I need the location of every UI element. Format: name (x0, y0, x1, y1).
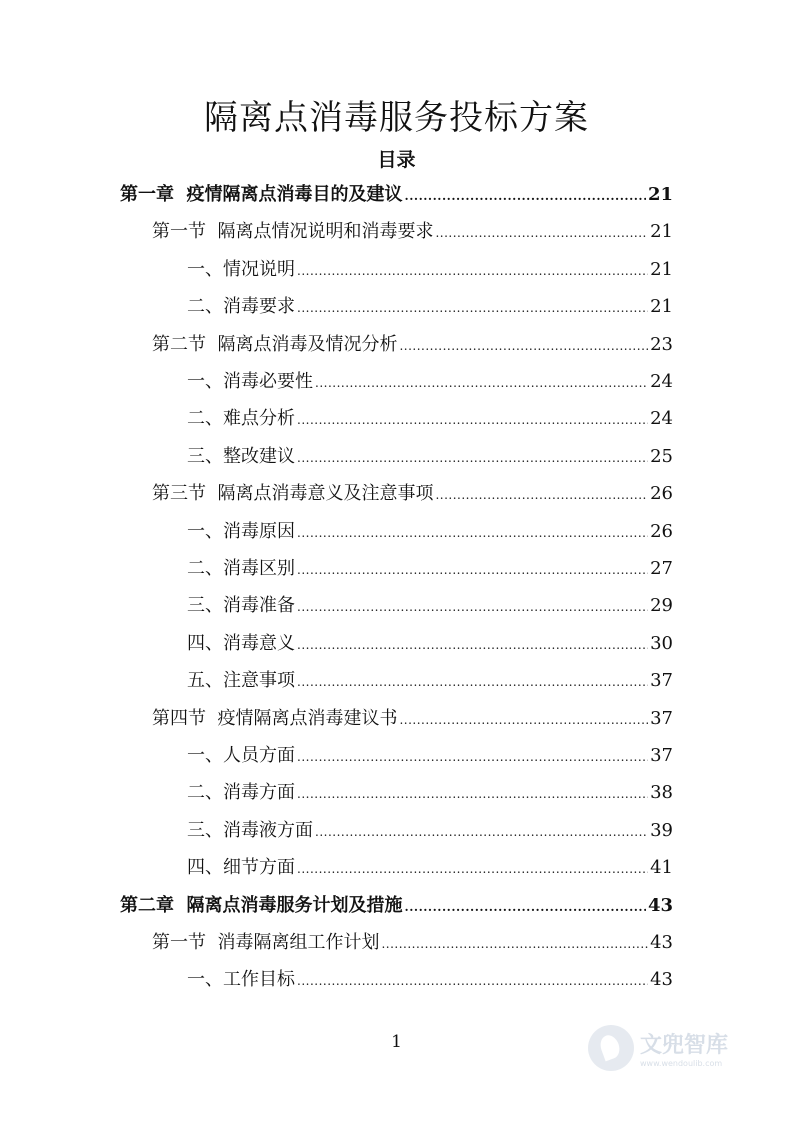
toc-leader-dots (297, 974, 648, 988)
watermark-logo-icon (588, 1025, 634, 1071)
toc-leader-dots (297, 301, 648, 315)
toc-entry-title: 一、工作目标 (187, 969, 295, 991)
toc-entry[interactable] (120, 891, 673, 921)
document-title: 隔离点消毒服务投标方案 (204, 98, 589, 138)
toc-entry-title: 第二节 隔离点消毒及情况分析 (152, 333, 398, 355)
toc-leader-dots (297, 862, 648, 876)
toc-entry[interactable] (187, 666, 673, 696)
toc-entry-page: 38 (650, 782, 673, 804)
toc-entry[interactable] (152, 704, 673, 734)
toc-entry[interactable] (187, 965, 673, 995)
toc-entry-page: 23 (650, 333, 673, 355)
watermark (588, 1018, 758, 1078)
toc-leader-dots (297, 787, 648, 801)
toc-entry[interactable] (152, 479, 673, 509)
watermark-url: www.wendoulib.com (640, 1059, 723, 1068)
toc-leader-dots (297, 750, 648, 764)
toc-entry-title: 二、消毒方面 (187, 782, 295, 804)
toc-entry-title: 二、消毒要求 (187, 296, 295, 318)
toc-entry-title: 四、细节方面 (187, 857, 295, 879)
toc-entry-title: 四、消毒意义 (187, 632, 295, 654)
toc-entry-page: 43 (650, 932, 673, 953)
toc-entry-title: 三、消毒液方面 (187, 819, 313, 841)
toc-entry-title: 第四节 疫情隔离点消毒建议书 (152, 707, 398, 729)
toc-entry[interactable] (152, 330, 673, 360)
toc-leader-dots (435, 488, 648, 502)
toc-entry-page: 21 (650, 258, 673, 280)
toc-entry-title: 一、消毒必要性 (187, 371, 313, 392)
toc-leader-dots (297, 451, 648, 465)
toc-entry[interactable] (187, 442, 673, 472)
toc-entry-page: 26 (650, 520, 673, 542)
toc-entry-page: 21 (647, 184, 673, 205)
toc-leader-dots (381, 937, 648, 951)
toc-leader-dots (297, 675, 648, 689)
toc-entry-title: 第一节 消毒隔离组工作计划 (152, 932, 380, 953)
toc-entry[interactable] (187, 853, 673, 883)
toc-entry-title: 三、整改建议 (187, 445, 295, 467)
toc-entry[interactable] (187, 292, 673, 322)
toc-leader-dots (399, 713, 648, 727)
toc-leader-dots (297, 638, 648, 652)
toc-entry[interactable] (187, 778, 673, 808)
toc-entry-page: 37 (650, 745, 673, 766)
toc-entry-title: 第一节 隔离点情况说明和消毒要求 (152, 221, 434, 243)
toc-entry[interactable] (187, 255, 673, 285)
toc-entry-page: 43 (650, 969, 673, 991)
toc-entry-page: 21 (650, 296, 673, 318)
toc-entry[interactable] (187, 741, 673, 771)
toc-leader-dots (435, 226, 648, 240)
toc-entry[interactable] (152, 217, 673, 247)
watermark-name: 文兜智库 (640, 1033, 729, 1058)
toc-entry-page: 25 (650, 445, 673, 467)
toc-leader-dots (405, 189, 646, 203)
toc-entry-page: 26 (650, 483, 673, 505)
toc-leader-dots (297, 413, 648, 427)
toc-leader-dots (297, 264, 648, 278)
toc-entry-page: 37 (650, 670, 673, 692)
toc-entry-page: 24 (650, 408, 673, 430)
toc-entry-title: 二、难点分析 (187, 408, 295, 430)
toc-leader-dots (399, 339, 648, 353)
toc-leader-dots (405, 900, 646, 914)
toc-entry-page: 24 (650, 371, 673, 392)
toc-entry-title: 五、注意事项 (187, 670, 295, 692)
toc-entry[interactable] (152, 928, 673, 958)
toc-entry-title: 一、人员方面 (187, 745, 295, 766)
toc-entry[interactable] (187, 591, 673, 621)
toc-entry[interactable] (187, 629, 673, 659)
toc-entry[interactable] (187, 517, 673, 547)
toc-entry[interactable] (187, 367, 673, 397)
toc-entry-page: 27 (650, 558, 673, 579)
toc-entry[interactable] (187, 404, 673, 434)
toc-heading: 目录 (377, 149, 416, 171)
toc-entry-title: 第三节 隔离点消毒意义及注意事项 (152, 483, 434, 505)
toc-entry-page: 41 (650, 857, 673, 879)
toc-entry-page: 21 (650, 221, 673, 243)
toc-entry-page: 43 (647, 894, 673, 916)
toc-leader-dots (315, 376, 648, 390)
toc-leader-dots (315, 825, 648, 839)
toc-leader-dots (297, 600, 648, 614)
toc-entry-page: 30 (650, 632, 673, 654)
toc-entry-title: 二、消毒区别 (187, 558, 295, 579)
toc-entry-title: 一、消毒原因 (187, 520, 295, 542)
toc-entry-title: 一、情况说明 (187, 258, 295, 280)
toc-entry-title: 三、消毒准备 (187, 595, 295, 617)
toc-entry[interactable] (120, 180, 673, 210)
toc-entry[interactable] (187, 816, 673, 846)
toc-entry-page: 39 (650, 819, 673, 841)
toc-entry[interactable] (187, 554, 673, 584)
toc-entry-page: 29 (650, 595, 673, 617)
toc-entry-title: 第一章 疫情隔离点消毒目的及建议 (120, 184, 403, 205)
toc-entry-title: 第二章 隔离点消毒服务计划及措施 (120, 894, 403, 916)
toc-entry-page: 37 (650, 707, 673, 729)
page-number: 1 (391, 1032, 402, 1052)
toc-leader-dots (297, 563, 648, 577)
toc-leader-dots (297, 526, 648, 540)
